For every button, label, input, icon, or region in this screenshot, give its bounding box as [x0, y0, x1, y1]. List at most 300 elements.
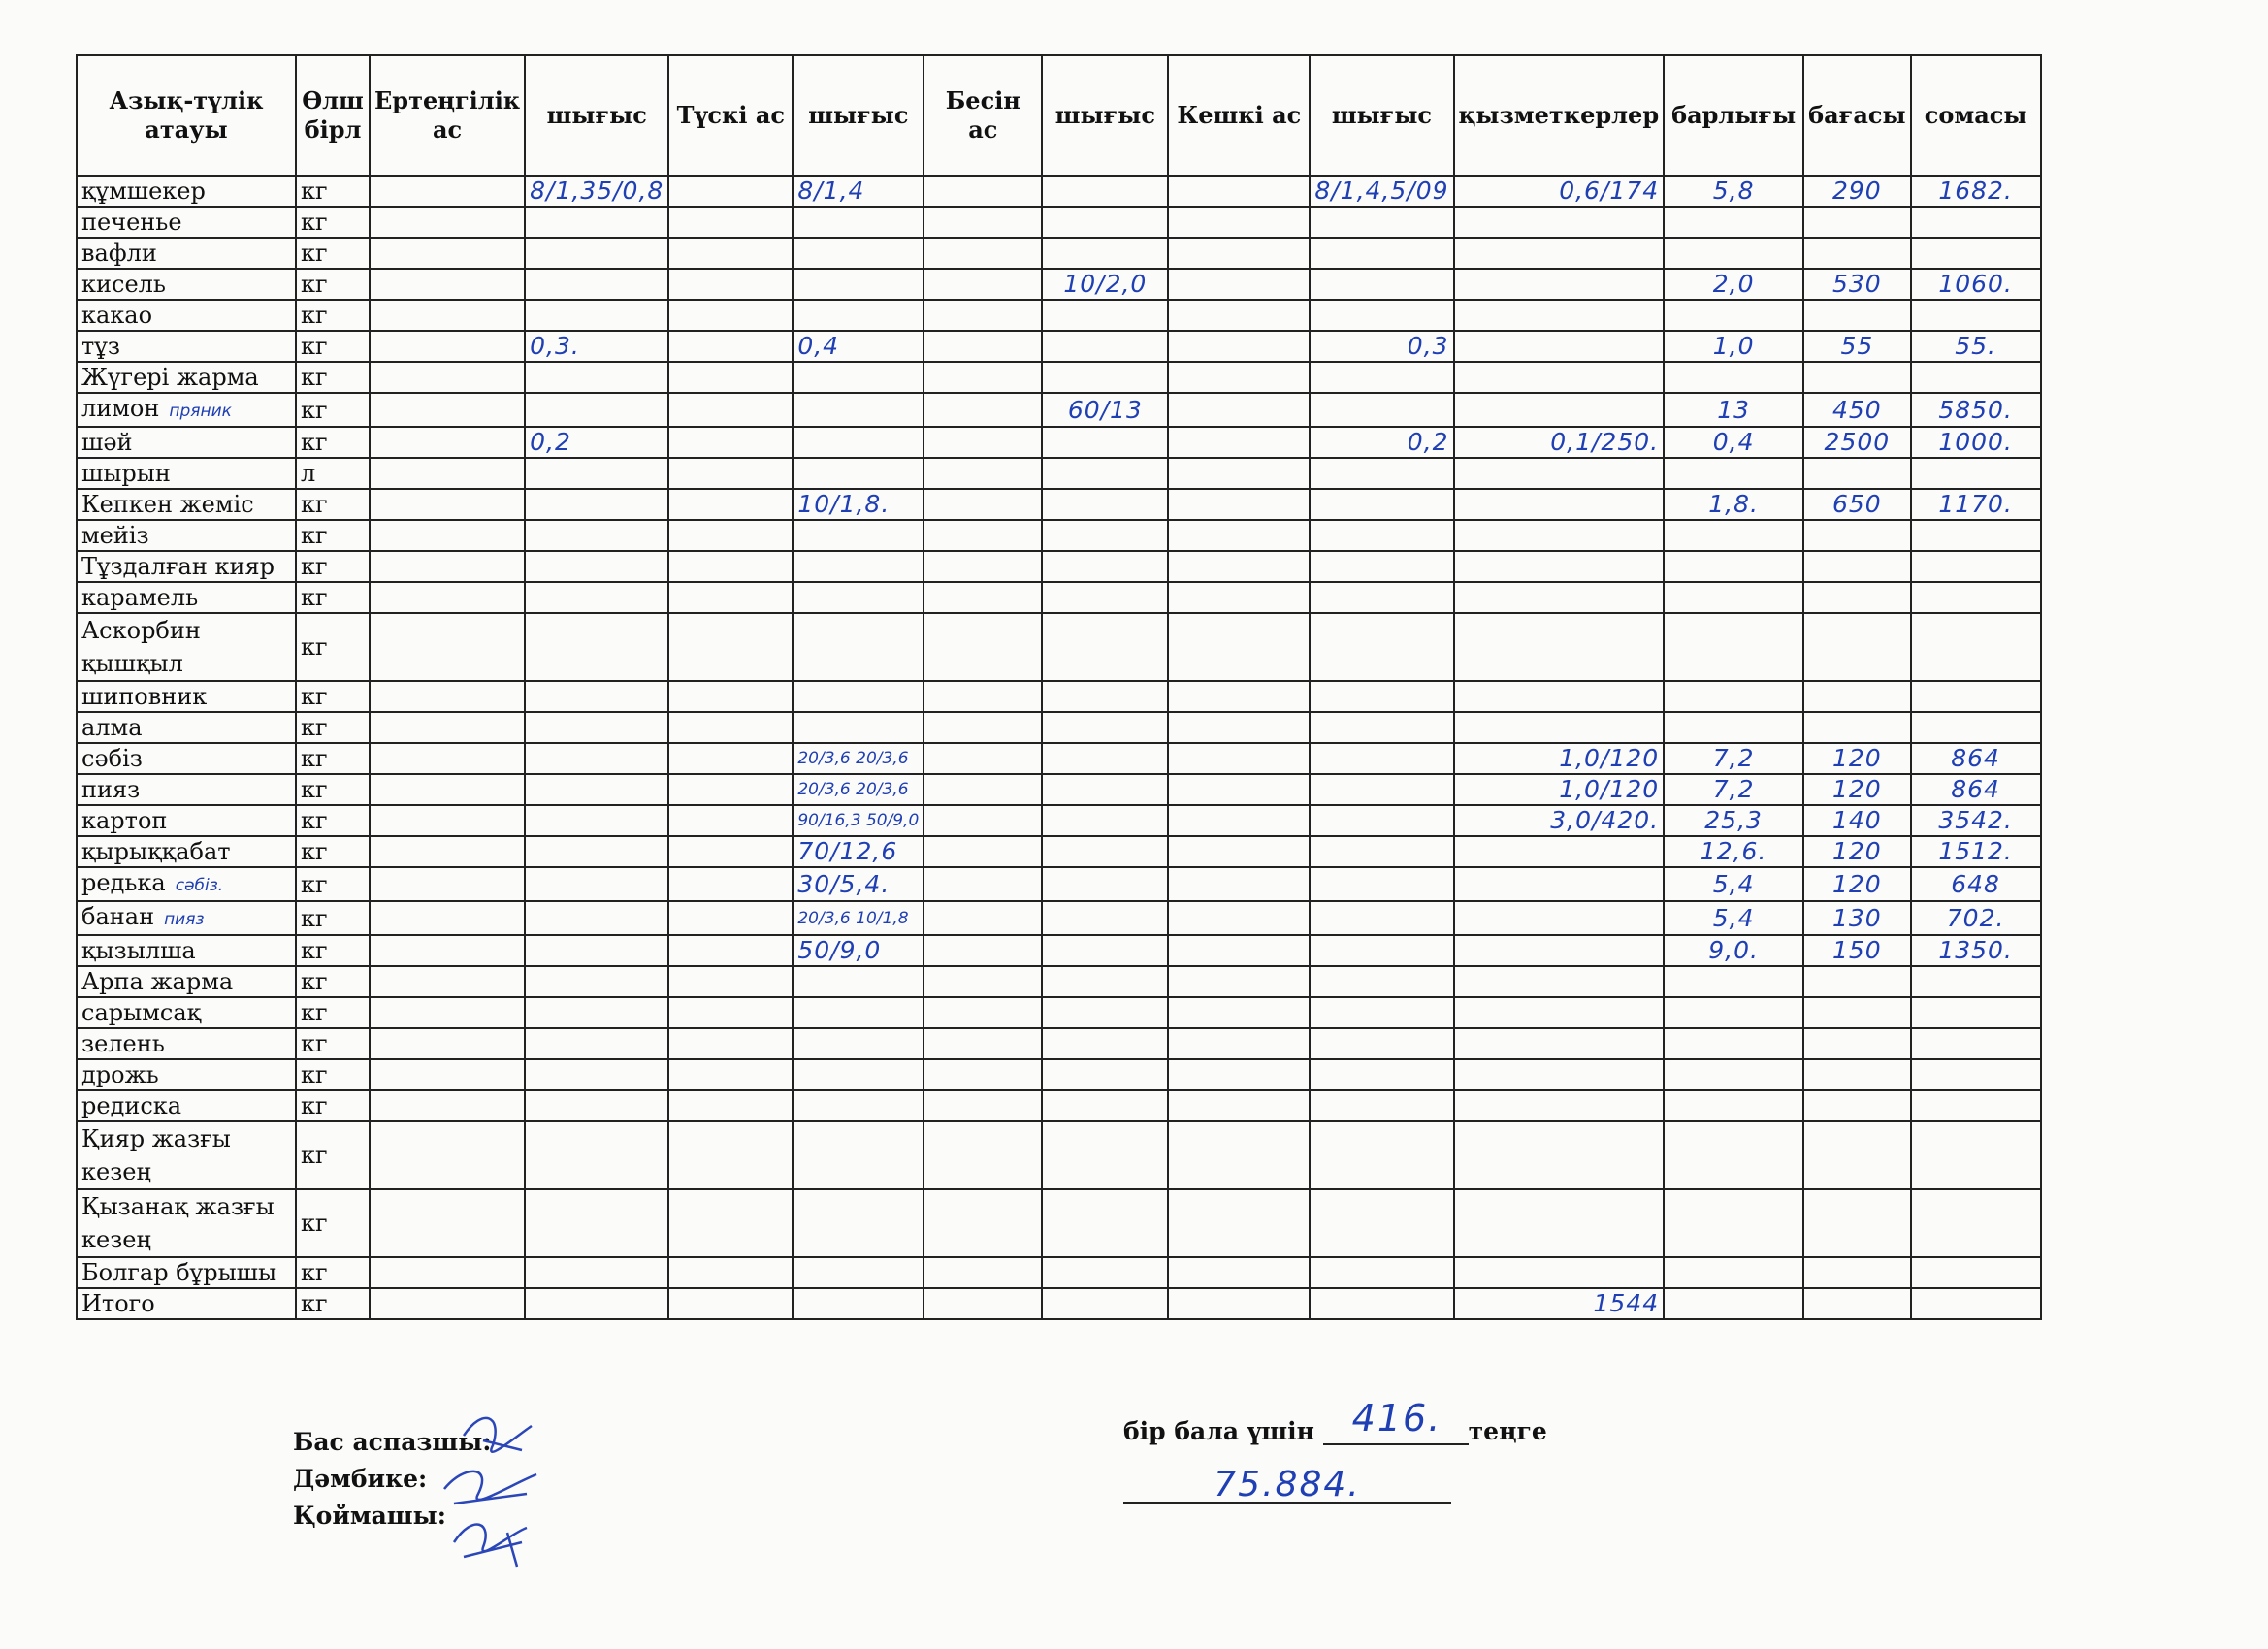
empty-cell	[1168, 520, 1310, 551]
price-cell	[1803, 207, 1911, 238]
empty-cell	[668, 613, 793, 681]
out4-cell	[1310, 238, 1453, 269]
product-name-cell	[77, 238, 296, 269]
out4-cell	[1310, 774, 1453, 805]
price-cell: 120	[1803, 867, 1911, 901]
out2-cell: 10/1,8.	[793, 489, 923, 520]
table-row	[77, 997, 2041, 1028]
out1-cell	[525, 681, 668, 712]
product-name: Итого	[81, 1290, 155, 1317]
out2-cell	[793, 427, 923, 458]
table-row	[77, 1090, 2041, 1121]
total-cell	[1664, 520, 1803, 551]
empty-cell	[923, 774, 1042, 805]
out4-cell	[1310, 393, 1453, 427]
price-cell	[1803, 997, 1911, 1028]
sum-cell	[1911, 582, 2041, 613]
table-row	[77, 207, 2041, 238]
staff-cell	[1454, 1189, 1665, 1257]
unit-cell: кг	[296, 1288, 370, 1319]
staff-cell	[1454, 935, 1665, 966]
price-cell	[1803, 582, 1911, 613]
staff-cell	[1454, 458, 1665, 489]
empty-cell	[1168, 1090, 1310, 1121]
product-name-cell	[77, 681, 296, 712]
empty-cell	[668, 681, 793, 712]
empty-cell	[1168, 743, 1310, 774]
sum-cell	[1911, 997, 2041, 1028]
product-name-cell	[77, 774, 296, 805]
out3-cell	[1042, 300, 1168, 331]
out3-cell	[1042, 1121, 1168, 1189]
product-name-cell	[77, 582, 296, 613]
product-name: Қызанақ жазғы кезең	[81, 1193, 275, 1253]
sum-cell: 1512.	[1911, 836, 2041, 867]
empty-cell	[370, 836, 525, 867]
unit-cell: кг	[296, 774, 370, 805]
out2-cell	[793, 582, 923, 613]
empty-cell	[668, 207, 793, 238]
product-name-cell	[77, 520, 296, 551]
out3-cell	[1042, 774, 1168, 805]
staff-cell	[1454, 238, 1665, 269]
product-name-cell	[77, 458, 296, 489]
out1-cell	[525, 613, 668, 681]
empty-cell	[923, 551, 1042, 582]
total-cell	[1664, 613, 1803, 681]
empty-cell	[668, 966, 793, 997]
out2-cell: 0,4	[793, 331, 923, 362]
empty-cell	[923, 997, 1042, 1028]
empty-cell	[370, 176, 525, 207]
out1-cell	[525, 966, 668, 997]
table-row	[77, 1028, 2041, 1059]
out1-cell	[525, 712, 668, 743]
empty-cell	[370, 867, 525, 901]
empty-cell	[923, 269, 1042, 300]
empty-cell	[1168, 362, 1310, 393]
out2-cell	[793, 1028, 923, 1059]
unit-cell: кг	[296, 1059, 370, 1090]
empty-cell	[370, 427, 525, 458]
handwritten-note: пряник	[169, 402, 232, 421]
price-cell	[1803, 520, 1911, 551]
empty-cell	[923, 176, 1042, 207]
empty-cell	[370, 269, 525, 300]
unit-cell: кг	[296, 582, 370, 613]
total-cell: 9,0.	[1664, 935, 1803, 966]
price-cell: 530	[1803, 269, 1911, 300]
unit-cell: кг	[296, 176, 370, 207]
unit-cell: кг	[296, 966, 370, 997]
out4-cell	[1310, 1059, 1453, 1090]
staff-cell	[1454, 836, 1665, 867]
empty-cell	[923, 712, 1042, 743]
staff-cell	[1454, 1059, 1665, 1090]
out4-cell	[1310, 489, 1453, 520]
staff-cell	[1454, 901, 1665, 935]
out1-cell	[525, 901, 668, 935]
staff-cell	[1454, 300, 1665, 331]
empty-cell	[923, 489, 1042, 520]
product-name-cell	[77, 966, 296, 997]
unit-cell: кг	[296, 393, 370, 427]
unit-cell: кг	[296, 362, 370, 393]
unit-cell: кг	[296, 613, 370, 681]
price-cell	[1803, 1059, 1911, 1090]
price-cell: 650	[1803, 489, 1911, 520]
sum-cell	[1911, 362, 2041, 393]
unit-cell: кг	[296, 300, 370, 331]
table-row	[77, 1189, 2041, 1257]
price-cell: 150	[1803, 935, 1911, 966]
staff-cell	[1454, 207, 1665, 238]
price-cell	[1803, 966, 1911, 997]
empty-cell	[923, 681, 1042, 712]
product-name-cell	[77, 743, 296, 774]
staff-cell: 0,1/250.	[1454, 427, 1665, 458]
empty-cell	[923, 966, 1042, 997]
empty-cell	[668, 489, 793, 520]
staff-cell	[1454, 712, 1665, 743]
out2-cell	[793, 1288, 923, 1319]
staff-cell	[1454, 393, 1665, 427]
out2-cell	[793, 1189, 923, 1257]
empty-cell	[370, 681, 525, 712]
product-name-cell	[77, 867, 296, 901]
out4-cell	[1310, 935, 1453, 966]
out4-cell	[1310, 207, 1453, 238]
out3-cell	[1042, 743, 1168, 774]
product-name: банан	[81, 903, 155, 930]
table-row	[77, 362, 2041, 393]
empty-cell	[1168, 1059, 1310, 1090]
out3-cell	[1042, 681, 1168, 712]
out3-cell	[1042, 1090, 1168, 1121]
empty-cell	[668, 901, 793, 935]
empty-cell	[1168, 805, 1310, 836]
empty-cell	[1168, 997, 1310, 1028]
unit-cell: кг	[296, 1121, 370, 1189]
out4-cell	[1310, 1288, 1453, 1319]
out3-cell	[1042, 836, 1168, 867]
empty-cell	[1168, 1121, 1310, 1189]
empty-cell	[1168, 966, 1310, 997]
staff-cell	[1454, 362, 1665, 393]
out3-cell	[1042, 582, 1168, 613]
out2-cell	[793, 551, 923, 582]
total-cell	[1664, 1189, 1803, 1257]
out2-cell	[793, 681, 923, 712]
empty-cell	[668, 582, 793, 613]
unit-cell: кг	[296, 238, 370, 269]
total-cell: 2,0	[1664, 269, 1803, 300]
grand-total-line	[1123, 1465, 1451, 1504]
out1-cell: 8/1,35/0,8	[525, 176, 668, 207]
unit-cell: кг	[296, 520, 370, 551]
empty-cell	[1168, 1288, 1310, 1319]
out4-cell	[1310, 681, 1453, 712]
product-name-cell	[77, 300, 296, 331]
sum-cell: 1682.	[1911, 176, 2041, 207]
empty-cell	[1168, 774, 1310, 805]
staff-cell: 1544	[1454, 1288, 1665, 1319]
empty-cell	[923, 458, 1042, 489]
product-name-cell	[77, 551, 296, 582]
out3-cell	[1042, 1059, 1168, 1090]
out3-cell	[1042, 458, 1168, 489]
staff-cell	[1454, 867, 1665, 901]
total-cell: 0,4	[1664, 427, 1803, 458]
empty-cell	[668, 520, 793, 551]
empty-cell	[370, 935, 525, 966]
empty-cell	[1168, 300, 1310, 331]
product-name-cell	[77, 1028, 296, 1059]
empty-cell	[370, 331, 525, 362]
price-cell: 120	[1803, 743, 1911, 774]
table-row	[77, 836, 2041, 867]
out1-cell	[525, 269, 668, 300]
table-row	[77, 613, 2041, 681]
empty-cell	[370, 489, 525, 520]
sum-cell: 864	[1911, 774, 2041, 805]
out2-cell	[793, 520, 923, 551]
total-cell	[1664, 551, 1803, 582]
out2-cell	[793, 1059, 923, 1090]
table-row	[77, 551, 2041, 582]
product-name: Кепкен жеміс	[81, 491, 254, 518]
product-name-cell	[77, 1121, 296, 1189]
empty-cell	[923, 1288, 1042, 1319]
unit-cell: кг	[296, 331, 370, 362]
product-name-cell	[77, 836, 296, 867]
empty-cell	[923, 393, 1042, 427]
sum-cell: 1060.	[1911, 269, 2041, 300]
product-name: шәй	[81, 429, 133, 456]
empty-cell	[1168, 238, 1310, 269]
empty-cell	[923, 805, 1042, 836]
product-name-cell	[77, 997, 296, 1028]
empty-cell	[923, 1028, 1042, 1059]
empty-cell	[668, 836, 793, 867]
empty-cell	[668, 331, 793, 362]
product-name-cell	[77, 901, 296, 935]
product-name: зелень	[81, 1030, 165, 1057]
unit-cell: кг	[296, 1028, 370, 1059]
empty-cell	[370, 458, 525, 489]
out1-cell	[525, 238, 668, 269]
unit-cell: кг	[296, 867, 370, 901]
product-name-cell	[77, 331, 296, 362]
unit-cell: кг	[296, 269, 370, 300]
out3-cell	[1042, 966, 1168, 997]
unit-cell: кг	[296, 1189, 370, 1257]
price-cell	[1803, 551, 1911, 582]
unit-cell: кг	[296, 427, 370, 458]
sum-cell: 55.	[1911, 331, 2041, 362]
empty-cell	[1168, 269, 1310, 300]
price-cell: 55	[1803, 331, 1911, 362]
out2-cell	[793, 393, 923, 427]
staff-cell	[1454, 613, 1665, 681]
empty-cell	[1168, 458, 1310, 489]
product-name-cell	[77, 712, 296, 743]
out1-cell	[525, 1189, 668, 1257]
product-name: редька	[81, 869, 166, 896]
sum-cell: 864	[1911, 743, 2041, 774]
out3-cell	[1042, 997, 1168, 1028]
per-child-label: бір бала үшін	[1123, 1417, 1314, 1445]
empty-cell	[370, 1121, 525, 1189]
unit-cell: кг	[296, 1090, 370, 1121]
total-cell	[1664, 238, 1803, 269]
empty-cell	[1168, 681, 1310, 712]
product-name: сарымсақ	[81, 999, 202, 1026]
empty-cell	[923, 867, 1042, 901]
out3-cell	[1042, 1189, 1168, 1257]
out4-cell	[1310, 1121, 1453, 1189]
product-name: какао	[81, 302, 153, 329]
empty-cell	[370, 551, 525, 582]
out4-cell	[1310, 582, 1453, 613]
header-unit: Өлш бірл	[296, 55, 370, 176]
product-name: шырын	[81, 460, 171, 487]
out4-cell	[1310, 867, 1453, 901]
empty-cell	[370, 743, 525, 774]
sum-cell: 3542.	[1911, 805, 2041, 836]
out1-cell	[525, 1090, 668, 1121]
table-row	[77, 712, 2041, 743]
total-cell	[1664, 458, 1803, 489]
staff-cell: 1,0/120	[1454, 743, 1665, 774]
empty-cell	[370, 901, 525, 935]
product-name-cell	[77, 207, 296, 238]
out2-cell: 30/5,4.	[793, 867, 923, 901]
empty-cell	[668, 712, 793, 743]
empty-cell	[668, 1257, 793, 1288]
table-row	[77, 743, 2041, 774]
product-name: карамель	[81, 584, 199, 611]
empty-cell	[923, 1257, 1042, 1288]
total-cell: 1,0	[1664, 331, 1803, 362]
unit-cell: кг	[296, 997, 370, 1028]
grand-total-value: 75.884.	[1214, 1465, 1361, 1504]
out3-cell	[1042, 331, 1168, 362]
product-name: картоп	[81, 807, 168, 834]
product-name-cell	[77, 613, 296, 681]
handwritten-note: пияз	[164, 910, 205, 929]
out4-cell: 0,2	[1310, 427, 1453, 458]
empty-cell	[668, 935, 793, 966]
out2-cell	[793, 269, 923, 300]
staff-cell	[1454, 1257, 1665, 1288]
price-cell	[1803, 1121, 1911, 1189]
table-row	[77, 774, 2041, 805]
out2-cell: 50/9,0	[793, 935, 923, 966]
header-lunch-out: шығыс	[793, 55, 923, 176]
product-name: қызылша	[81, 937, 196, 964]
empty-cell	[923, 1059, 1042, 1090]
product-name: шиповник	[81, 683, 208, 710]
sum-cell	[1911, 207, 2041, 238]
total-cell: 7,2	[1664, 774, 1803, 805]
empty-cell	[668, 551, 793, 582]
out1-cell	[525, 1059, 668, 1090]
out4-cell: 0,3	[1310, 331, 1453, 362]
sum-cell	[1911, 458, 2041, 489]
out4-cell	[1310, 901, 1453, 935]
total-cell	[1664, 1059, 1803, 1090]
price-cell	[1803, 362, 1911, 393]
empty-cell	[923, 901, 1042, 935]
total-cell	[1664, 681, 1803, 712]
table-row	[77, 1121, 2041, 1189]
out4-cell: 8/1,4,5/09	[1310, 176, 1453, 207]
header-lunch: Түскі ас	[668, 55, 793, 176]
sum-cell: 1170.	[1911, 489, 2041, 520]
out2-cell	[793, 300, 923, 331]
out3-cell	[1042, 207, 1168, 238]
out2-cell: 20/3,6 20/3,6	[793, 743, 923, 774]
empty-cell	[370, 1090, 525, 1121]
empty-cell	[923, 935, 1042, 966]
out3-cell	[1042, 712, 1168, 743]
sum-cell	[1911, 613, 2041, 681]
out4-cell	[1310, 300, 1453, 331]
empty-cell	[668, 362, 793, 393]
out1-cell	[525, 935, 668, 966]
empty-cell	[1168, 1028, 1310, 1059]
out1-cell	[525, 805, 668, 836]
empty-cell	[370, 997, 525, 1028]
out1-cell	[525, 867, 668, 901]
staff-cell	[1454, 331, 1665, 362]
out1-cell	[525, 1121, 668, 1189]
empty-cell	[668, 997, 793, 1028]
table-row	[77, 805, 2041, 836]
empty-cell	[370, 520, 525, 551]
per-child-blank	[1323, 1397, 1469, 1445]
out3-cell: 60/13	[1042, 393, 1168, 427]
empty-cell	[370, 1257, 525, 1288]
unit-cell: кг	[296, 681, 370, 712]
out2-cell: 20/3,6 20/3,6	[793, 774, 923, 805]
empty-cell	[923, 1121, 1042, 1189]
empty-cell	[923, 743, 1042, 774]
sum-cell: 1350.	[1911, 935, 2041, 966]
out3-cell: 10/2,0	[1042, 269, 1168, 300]
table-row	[77, 966, 2041, 997]
empty-cell	[923, 1090, 1042, 1121]
total-cell	[1664, 1288, 1803, 1319]
price-cell: 290	[1803, 176, 1911, 207]
empty-cell	[668, 269, 793, 300]
price-cell: 450	[1803, 393, 1911, 427]
product-name: вафли	[81, 240, 157, 267]
unit-cell: кг	[296, 207, 370, 238]
out4-cell	[1310, 966, 1453, 997]
out1-cell	[525, 836, 668, 867]
staff-cell	[1454, 1121, 1665, 1189]
total-cell	[1664, 207, 1803, 238]
out2-cell	[793, 362, 923, 393]
unit-cell: кг	[296, 489, 370, 520]
product-name: Арпа жарма	[81, 968, 234, 995]
empty-cell	[923, 427, 1042, 458]
price-cell: 130	[1803, 901, 1911, 935]
empty-cell	[1168, 1189, 1310, 1257]
out4-cell	[1310, 712, 1453, 743]
